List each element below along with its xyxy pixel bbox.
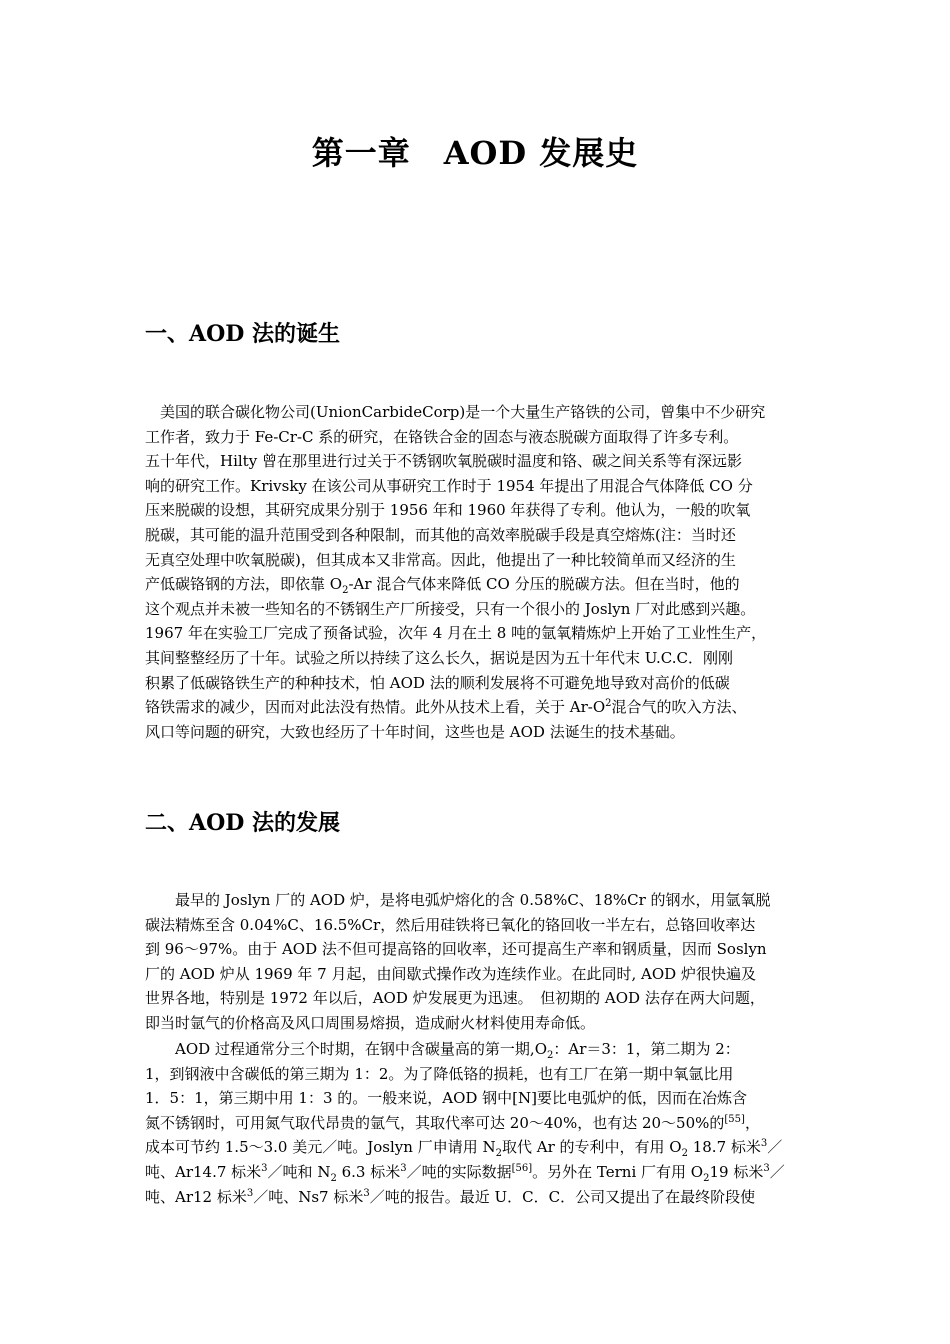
- text-line: 1967 年在实验工厂完成了预备试验，次年 4 月在土 8 吨的氩氧精炼炉上开始了工业性生产，: [145, 624, 767, 643]
- text-run: 6.3 标米: [336, 1162, 401, 1181]
- text-run: AOD 过程通常分三个时期，在钢中含碳量高的第一期,O: [145, 1040, 547, 1058]
- text-line: 五十年代，Hilty 曾在那里进行过关于不锈钢吹氧脱碳时温度和铬、碳之间关系等有深远影: [145, 452, 742, 471]
- text-line: 美国的联合碳化物公司(UnionCarbideCorp)是一个大量生产铬铁的公司，曾集中不少研究: [145, 403, 766, 421]
- text-line: 无真空处理中吹氧脱碳)，但其成本又非常高。因此，他提出了一种比较简单而又经济的生: [145, 550, 736, 569]
- section-heading-development: 二、AOD 法的发展: [145, 810, 340, 836]
- text-line: [145, 1037, 820, 1062]
- subscript: 2: [547, 1050, 554, 1061]
- text-run: ：Ar＝3：1，第二期为 2：: [553, 1040, 740, 1058]
- subscript: 2: [681, 1148, 688, 1160]
- text-line: [145, 572, 820, 597]
- text-run: -Ar 混合气体来降低 CO 分压的脱碳方法。但在当时，他的: [348, 575, 740, 594]
- citation: [55]: [724, 1113, 745, 1125]
- paragraph-aod-birth: [145, 400, 820, 744]
- text-line: 这个观点并未被一些知名的不锈钢生产厂所接受，只有一个很小的 Joslyn 厂对此感到兴趣。: [145, 599, 756, 618]
- text-line: 响的研究工作。Krivsky 在该公司从事研究工作时于 1954 年提出了用混合气体降低 CO 分: [145, 476, 753, 495]
- text-line: 1．5：1，第三期中用 1：3 的。一般来说，AOD 钢中[N]要比电弧炉的低，因而在冶炼含: [145, 1089, 748, 1108]
- paragraph-aod-process: [145, 1037, 820, 1209]
- text-run: 成本可节约 1.5～3.0 美元／吨。Joslyn 厂申请用 N: [145, 1138, 496, 1157]
- text-line: [145, 695, 820, 720]
- text-run: ／吨的实际数据: [406, 1162, 512, 1181]
- text-line: 风口等问题的研究，大致也经历了十年时间，这些也是 AOD 法诞生的技术基础。: [145, 722, 685, 741]
- text-line: [145, 1135, 820, 1160]
- text-run: ／: [767, 1138, 783, 1157]
- text-run: 产低碳铬钢的方法，即依靠 O: [145, 575, 343, 594]
- text-line: 1，到钢液中含碳低的第三期为 1：2。为了降低铬的损耗，也有工厂在第一期中氧氩比用: [145, 1064, 734, 1083]
- text-run: 吨、Ar12 标米: [145, 1187, 247, 1206]
- subscript: 2: [330, 1172, 337, 1184]
- superscript: 3: [763, 1162, 770, 1174]
- text-run: ／吨、Ns7 标米: [253, 1187, 364, 1206]
- text-line: 碳法精炼至含 0.04%C、16.5%Cr，然后用硅铁将已氧化的铬回收一半左右，总铬回收率达: [145, 915, 756, 934]
- text-line: 最早的 Joslyn 厂的 AOD 炉，是将电弧炉熔化的含 0.58%C、18%Cr 的钢水，用氩氧脱: [145, 891, 771, 909]
- subscript: 2: [703, 1172, 710, 1184]
- text-run: 铬铁需求的减少，因而对此法没有热情。此外从技术上看，关于 Ar-O: [145, 698, 606, 717]
- text-run: 混合气的吹入方法、: [611, 698, 747, 717]
- text-run: 。另外在 Terni 厂有用 O: [532, 1162, 704, 1181]
- text-line: 到 96～97%。由于 AOD 法不但可提高铬的回收率，还可提高生产率和钢质量，因而 Soslyn: [145, 940, 767, 959]
- chapter-title: 第一章 AOD 发展史: [311, 134, 639, 172]
- text-run: ，: [744, 1113, 760, 1132]
- text-line: 世界各地，特别是 1972 年以后，AOD 炉发展更为迅速。 但初期的 AOD 法存在两大问题，: [145, 989, 765, 1008]
- text-run: 氮不锈钢时，可用氮气取代昂贵的氩气，其取代率可达 20～40%，也有达 20～50%的: [145, 1113, 725, 1132]
- text-line: [145, 1185, 820, 1210]
- text-run: ／吨和 N: [267, 1162, 331, 1181]
- text-line: 厂的 AOD 炉从 1969 年 7 月起，由间歇式操作改为连续作业。在此同时, AOD 炉很快遍及: [145, 964, 756, 983]
- text-run: ／吨的报告。最近 U．C．C．公司又提出了在最终阶段使: [369, 1187, 756, 1206]
- paragraph-aod-development: [145, 888, 820, 1036]
- text-line: 工作者，致力于 Fe-Cr-C 系的研究，在铬铁合金的固态与液态脱碳方面取得了许多专利。: [145, 427, 739, 446]
- text-run: 取代 Ar 的专利中，有用 O: [501, 1138, 682, 1157]
- subscript: 2: [495, 1148, 502, 1160]
- section-heading-birth: 一、AOD 法的诞生: [145, 321, 340, 347]
- text-line: 即当时氩气的价格高及风口周围易熔损，造成耐火材料使用寿命低。: [145, 1013, 596, 1032]
- text-line: 其间整整经历了十年。试验之所以持续了这么长久，据说是因为五十年代末 U.C.C．刚刚: [145, 648, 733, 667]
- superscript: 2: [605, 698, 612, 710]
- text-line: [145, 1160, 820, 1185]
- superscript: 3: [246, 1187, 254, 1199]
- superscript: 3: [261, 1162, 268, 1174]
- text-line: 积累了低碳铬铁生产的种种技术，怕 AOD 法的顺利发展将不可避免地导致对高价的低碳: [145, 673, 730, 692]
- superscript: 3: [760, 1138, 768, 1150]
- text-line: [145, 1111, 820, 1136]
- text-line: 压来脱碳的设想，其研究成果分别于 1956 年和 1960 年获得了专利。他认为，一般的吹氧: [145, 501, 751, 520]
- text-line: 脱碳，其可能的温升范围受到各种限制，而其他的高效率脱碳手段是真空熔炼(注：当时还: [145, 525, 736, 544]
- subscript: 2: [342, 585, 349, 597]
- superscript: 3: [363, 1187, 370, 1199]
- text-run: 19 标米: [709, 1162, 764, 1181]
- superscript: 3: [400, 1162, 407, 1174]
- text-run: 吨、Ar14.7 标米: [145, 1162, 262, 1181]
- citation: [56]: [511, 1162, 533, 1174]
- text-run: 18.7 标米: [687, 1138, 761, 1157]
- text-run: ／: [769, 1162, 785, 1181]
